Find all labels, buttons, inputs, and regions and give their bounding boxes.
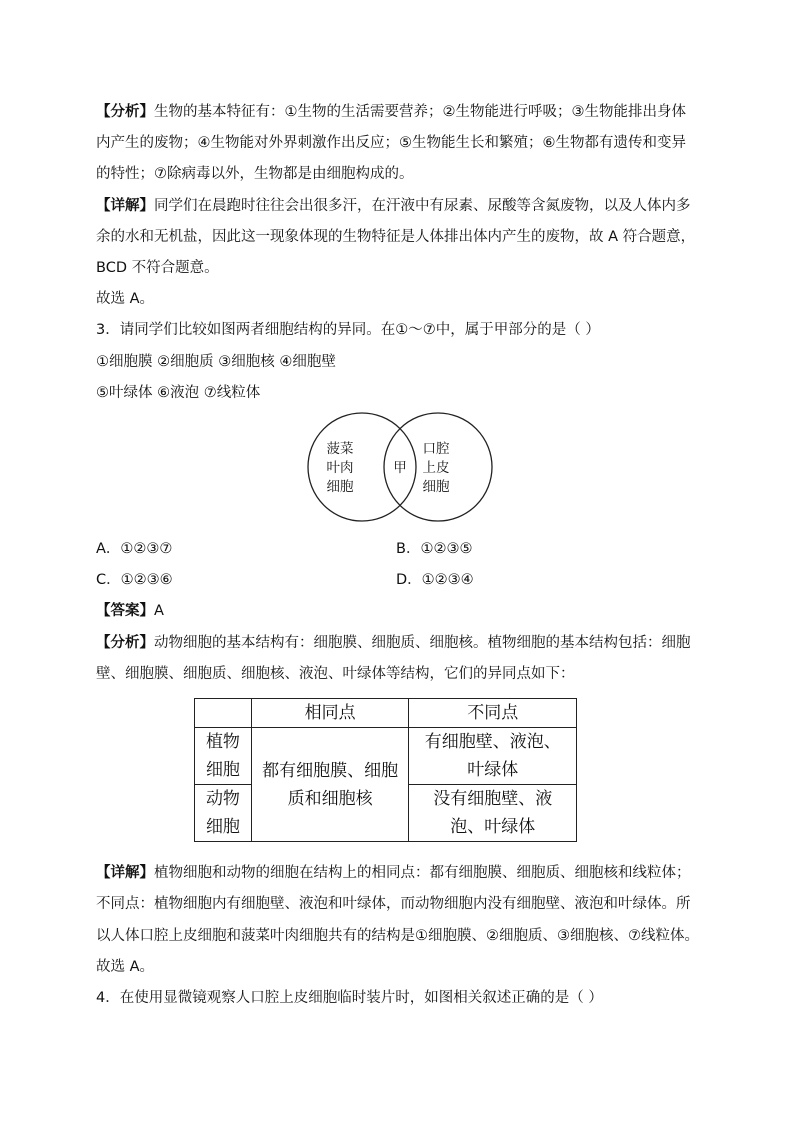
same-text-2: 质和细胞核 <box>287 788 373 809</box>
question-3-items-1: ①细胞膜 ②细胞质 ③细胞核 ④细胞壁 <box>96 354 336 370</box>
venn-right-label-2: 上皮 <box>422 460 450 476</box>
table-header-diff: 不同点 <box>409 699 577 728</box>
plant-diff-1: 有细胞壁、液泡、 <box>424 732 561 752</box>
table-row-plant <box>195 728 577 785</box>
table-corner-cell <box>195 699 252 728</box>
animal-label-2: 细胞 <box>205 817 240 837</box>
comparison-table <box>194 698 577 842</box>
option-b: B．①②③⑤ <box>396 541 473 557</box>
detail-line-3: BCD 不符合题意。 <box>96 260 219 276</box>
analysis-line-3: 的特性；⑦除病毒以外，生物都是由细胞构成的。 <box>96 166 414 182</box>
plant-label-1: 植物 <box>205 732 240 752</box>
venn-diagram <box>300 410 500 524</box>
detail2-line-4: 故选 A。 <box>96 959 155 975</box>
table-diff-animal <box>409 785 577 842</box>
plant-diff-2: 叶绿体 <box>467 760 519 780</box>
detail-line-2: 余的水和无机盐，因此这一现象体现的生物特征是人体排出体内产生的废物，故 A 符合题意， <box>96 229 696 245</box>
venn-left-label-3: 细胞 <box>326 479 354 495</box>
detail-line-1 <box>96 196 696 216</box>
analysis-text-1: 生物的基本特征有：①生物的生活需要营养；②生物能进行呼吸；③生物能排出身体 <box>154 104 686 120</box>
analysis-line-1 <box>96 102 696 122</box>
table-label-plant <box>195 728 252 785</box>
analysis-line-2: 内产生的废物；④生物能对外界刺激作出反应；⑤生物能生长和繁殖；⑥生物都有遗传和变异 <box>96 135 686 151</box>
analysis2-tag: 【分析】 <box>96 635 154 651</box>
analysis2-text-1: 动物细胞的基本结构有：细胞膜、细胞质、细胞核。植物细胞的基本结构包括：细胞 <box>154 635 691 651</box>
same-text-1: 都有细胞膜、细胞 <box>262 760 399 781</box>
venn-center-label: 甲 <box>393 460 407 476</box>
table-label-animal <box>195 785 252 842</box>
answer-value: A <box>154 603 164 619</box>
detail-text-1: 同学们在晨跑时往往会出很多汗，在汗液中有尿素、尿酸等含氮废物，以及人体内多 <box>154 198 691 214</box>
table-header-same: 相同点 <box>251 699 409 728</box>
analysis2-line-2: 壁、细胞膜、细胞质、细胞核、液泡、叶绿体等结构，它们的异同点如下： <box>96 666 575 682</box>
animal-diff-2: 泡、叶绿体 <box>450 817 536 837</box>
question-3: 3．请同学们比较如图两者细胞结构的异同。在①～⑦中，属于甲部分的是（ ） <box>96 322 600 338</box>
option-a: A．①②③⑦ <box>96 541 173 557</box>
question-3-items-2: ⑤叶绿体 ⑥液泡 ⑦线粒体 <box>96 385 261 401</box>
venn-right-label <box>416 440 456 497</box>
table-diff-plant <box>409 728 577 785</box>
question-4: 4．在使用显微镜观察人口腔上皮细胞临时装片时，如图相关叙述正确的是（ ） <box>96 990 603 1006</box>
answer-line <box>96 601 696 621</box>
venn-left-label-1: 菠菜 <box>326 441 354 457</box>
animal-diff-1: 没有细胞壁、液 <box>433 789 553 809</box>
answer-tag: 【答案】 <box>96 603 154 619</box>
table-header-row <box>195 699 577 728</box>
venn-left-label <box>320 440 360 497</box>
detail2-line-2: 不同点：植物细胞内有细胞壁、液泡和叶绿体，而动物细胞内没有细胞壁、液泡和叶绿体。所 <box>96 896 691 912</box>
detail-tag: 【详解】 <box>96 198 154 214</box>
conclusion-line: 故选 A。 <box>96 291 155 307</box>
analysis2-line-1 <box>96 633 696 653</box>
detail2-tag: 【详解】 <box>96 865 154 881</box>
table-same-cell <box>251 728 409 842</box>
detail2-line-3: 以人体口腔上皮细胞和菠菜叶肉细胞共有的结构是①细胞膜、②细胞质、③细胞核、⑦线粒体。 <box>96 928 699 944</box>
detail2-text-1: 植物细胞和动物的细胞在结构上的相同点：都有细胞膜、细胞质、细胞核和线粒体； <box>154 865 691 881</box>
plant-label-2: 细胞 <box>205 760 240 780</box>
option-c: C．①②③⑥ <box>96 572 173 588</box>
venn-right-label-3: 细胞 <box>422 479 450 495</box>
detail2-line-1 <box>96 863 696 883</box>
venn-left-label-2: 叶肉 <box>326 460 354 476</box>
venn-right-label-1: 口腔 <box>422 441 450 457</box>
animal-label-1: 动物 <box>205 789 240 809</box>
analysis-tag: 【分析】 <box>96 104 154 120</box>
option-d: D．①②③④ <box>396 572 474 588</box>
